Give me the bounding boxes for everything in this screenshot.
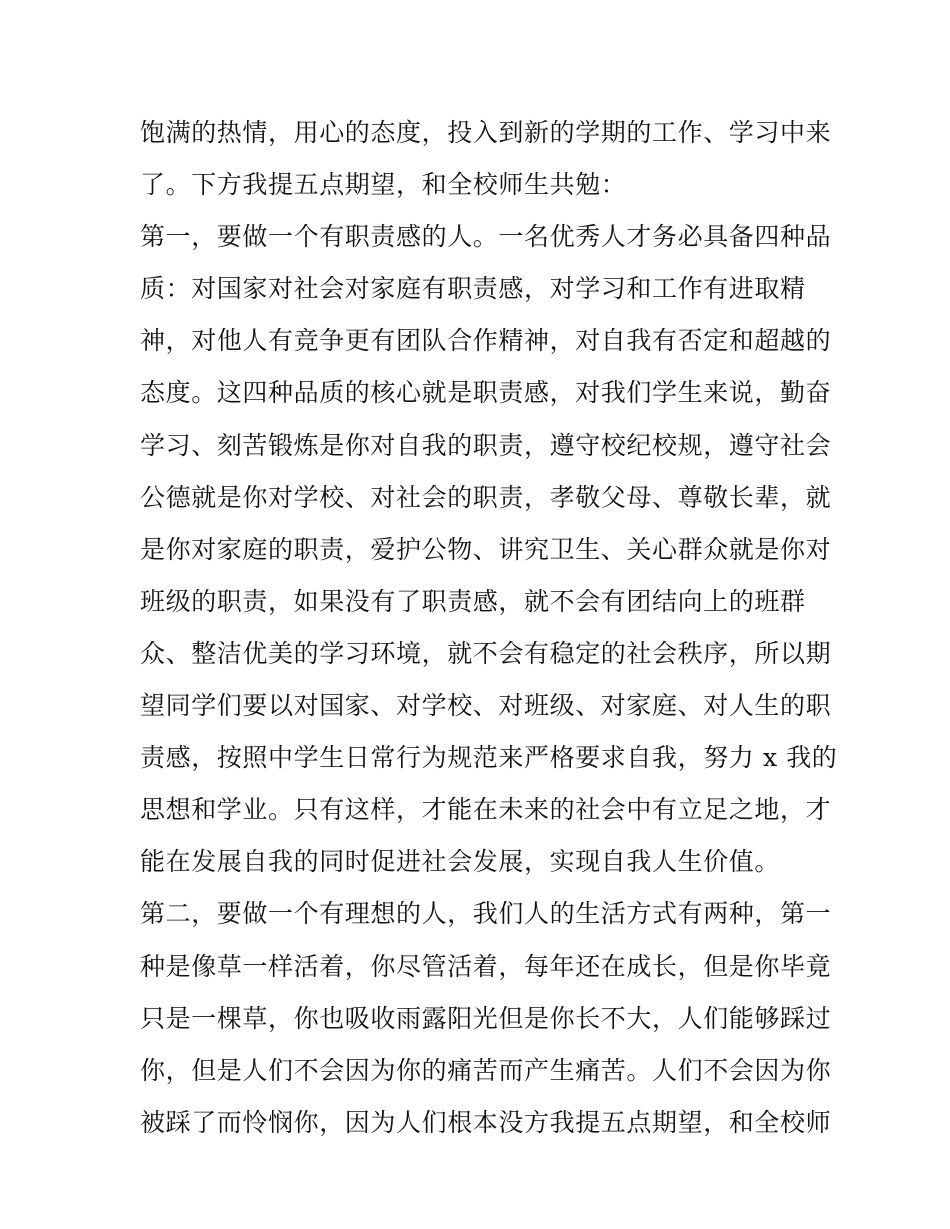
text-line: 态度。这四种品质的核心就是职责感，对我们学生来说，勤奋 bbox=[140, 378, 832, 408]
text-line: 责感，按照中学生日常行为规范来严格要求自我，努力 x 我的 bbox=[140, 743, 838, 773]
text-line: 只是一棵草，你也吸收雨露阳光但是你长不大，人们能够踩过 bbox=[140, 1003, 832, 1033]
text-line: 第二，要做一个有理想的人，我们人的生活方式有两种，第一 bbox=[140, 899, 832, 929]
text-line: 众、整洁优美的学习环境，就不会有稳定的社会秩序，所以期 bbox=[140, 638, 832, 668]
text-line: 质：对国家对社会对家庭有职责感，对学习和工作有进取精 bbox=[140, 274, 806, 304]
text-line: 你，但是人们不会因为你的痛苦而产生痛苦。人们不会因为你 bbox=[140, 1055, 832, 1085]
text-line: 能在发展自我的同时促进社会发展，实现自我人生价值。 bbox=[140, 847, 781, 877]
text-line: 饱满的热情，用心的态度，投入到新的学期的工作、学习中来 bbox=[140, 118, 832, 147]
text-line: 第一，要做一个有职责感的人。一名优秀人才务必具备四种品 bbox=[140, 222, 832, 252]
body-text bbox=[140, 107, 838, 1149]
text-line: 公德就是你对学校、对社会的职责，孝敬父母、尊敬长辈，就 bbox=[140, 482, 832, 512]
text-line: 种是像草一样活着，你尽管活着，每年还在成长，但是你毕竟 bbox=[140, 951, 832, 981]
text-line: 是你对家庭的职责，爱护公物、讲究卫生、关心群众就是你对 bbox=[140, 534, 832, 564]
text-line: 了。下方我提五点期望，和全校师生共勉： bbox=[140, 170, 627, 200]
text-line: 班级的职责，如果没有了职责感，就不会有团结向上的班群 bbox=[140, 586, 806, 616]
text-line: 思想和学业。只有这样，才能在未来的社会中有立足之地，才 bbox=[140, 795, 832, 825]
text-line: 被踩了而怜悯你，因为人们根本没方我提五点期望，和全校师 bbox=[140, 1107, 832, 1137]
text-line: 望同学们要以对国家、对学校、对班级、对家庭、对人生的职 bbox=[140, 691, 832, 721]
text-line: 神，对他人有竞争更有团队合作精神，对自我有否定和超越的 bbox=[140, 326, 832, 356]
text-line: 学习、刻苦锻炼是你对自我的职责，遵守校纪校规，遵守社会 bbox=[140, 430, 832, 460]
